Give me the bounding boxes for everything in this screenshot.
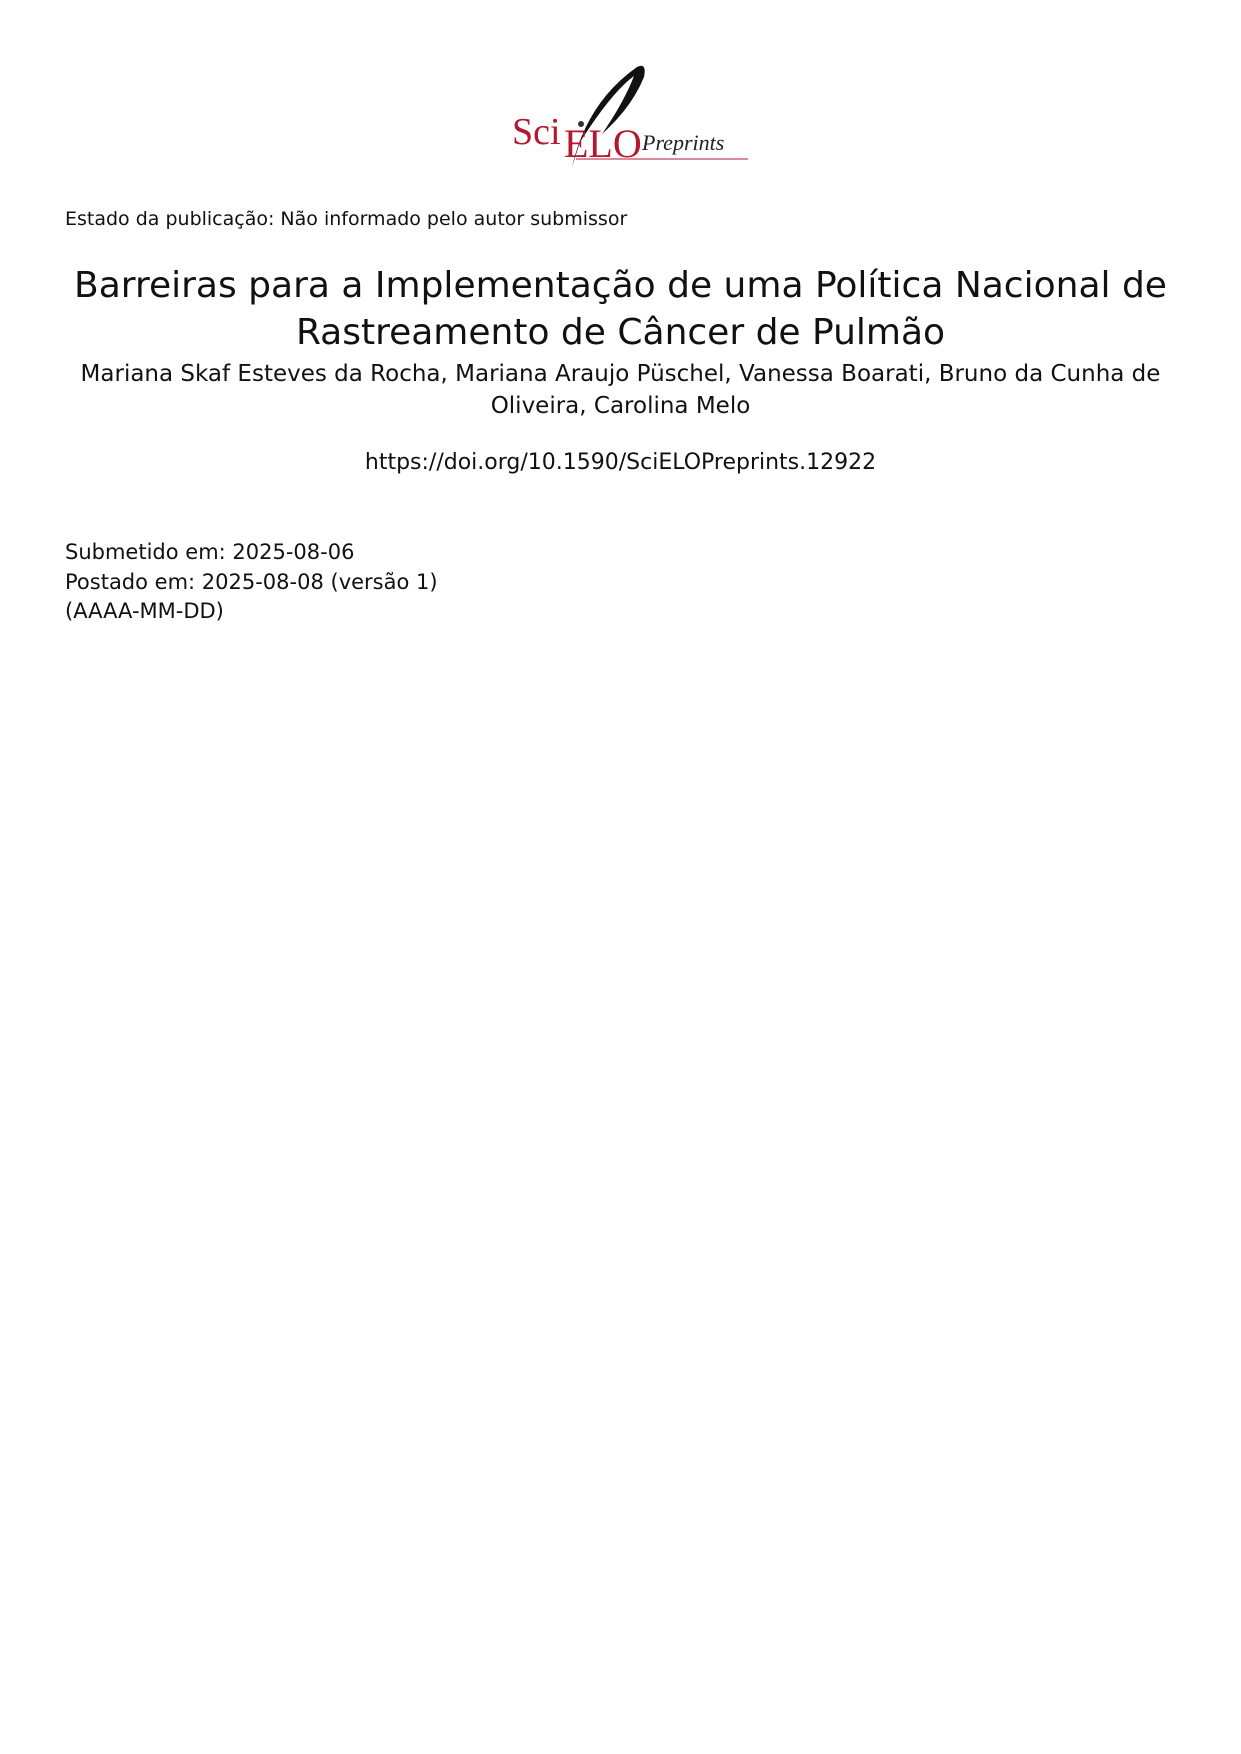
svg-text:Sci: Sci	[512, 111, 561, 153]
posted-date: Postado em: 2025-08-08 (versão 1)	[65, 569, 438, 594]
date-format: (AAAA-MM-DD)	[65, 599, 224, 623]
authors: Mariana Skaf Esteves da Rocha, Mariana Araujo Püschel, Vanessa Boarati, Bruno da Cunha de Oliveira, Carolina Melo	[80, 361, 1161, 419]
publication-status: Estado da publicação: Não informado pelo autor submissor	[65, 208, 628, 230]
doi-link[interactable]: https://doi.org/10.1590/SciELOPreprints.12922	[364, 450, 877, 475]
paper-title: Barreiras para a Implementação de uma Política Nacional de Rastreamento de Câncer de Pulmão	[74, 265, 1167, 353]
submitted-date: Submetido em: 2025-08-06	[65, 540, 355, 564]
svg-text:ELO: ELO	[564, 121, 642, 166]
svg-text:Preprints: Preprints	[642, 130, 725, 155]
dates-block	[65, 538, 438, 627]
scielo-preprints-logo	[512, 62, 748, 174]
